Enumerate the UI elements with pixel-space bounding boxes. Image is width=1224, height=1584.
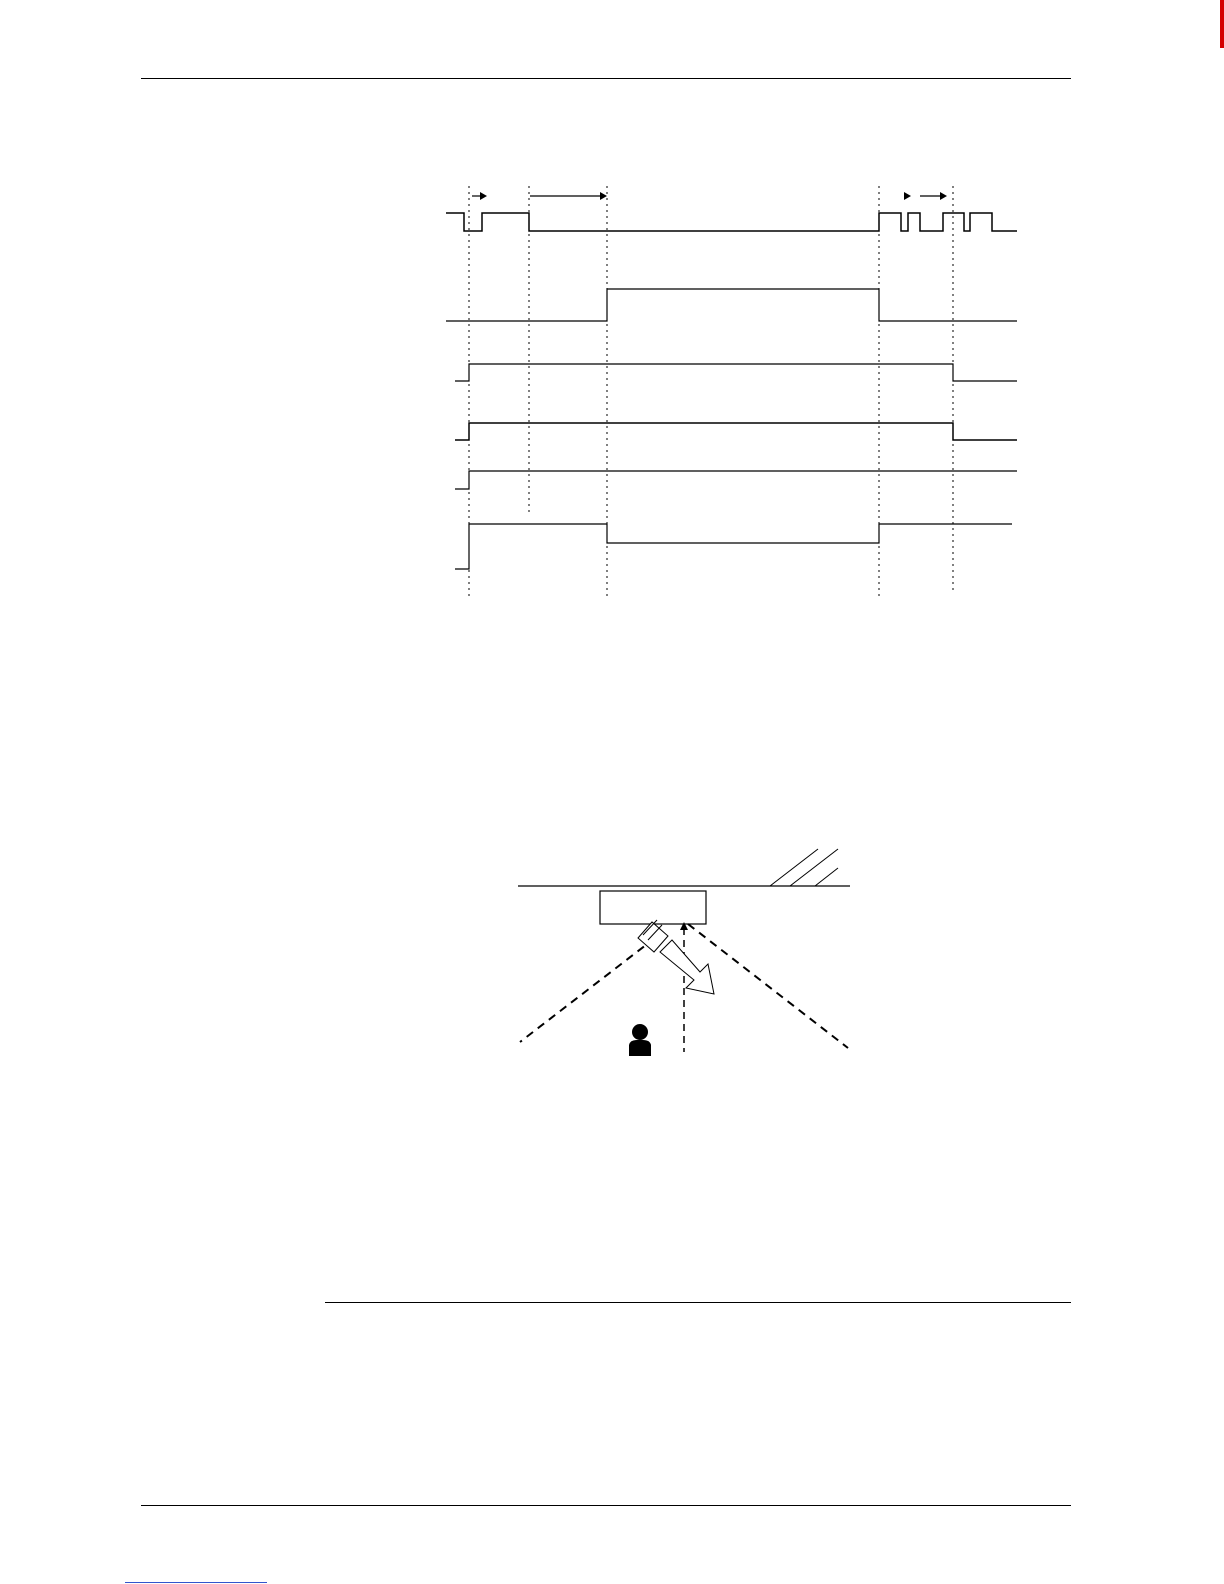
timing-chart — [446, 186, 1017, 596]
signal-4 — [455, 423, 1017, 440]
signal-1-pulse-train — [446, 213, 1017, 231]
indoor-unit-icon — [600, 891, 706, 924]
signal-2 — [446, 289, 1017, 321]
interval-arrowhead-1 — [480, 192, 487, 200]
interval-arrows — [472, 192, 947, 200]
airflow-diagram — [518, 849, 850, 1056]
signal-5 — [455, 471, 1017, 489]
signal-6 — [455, 524, 1012, 569]
signal-3 — [455, 364, 1017, 381]
interval-arrowhead-4 — [940, 192, 947, 200]
interval-arrowhead-3 — [904, 192, 911, 200]
window-hatch-icon — [770, 849, 838, 886]
interval-arrowhead-2 — [600, 192, 607, 200]
time-markers — [469, 186, 953, 596]
airflow-arrow-icon — [660, 940, 714, 994]
person-icon — [629, 1024, 651, 1056]
